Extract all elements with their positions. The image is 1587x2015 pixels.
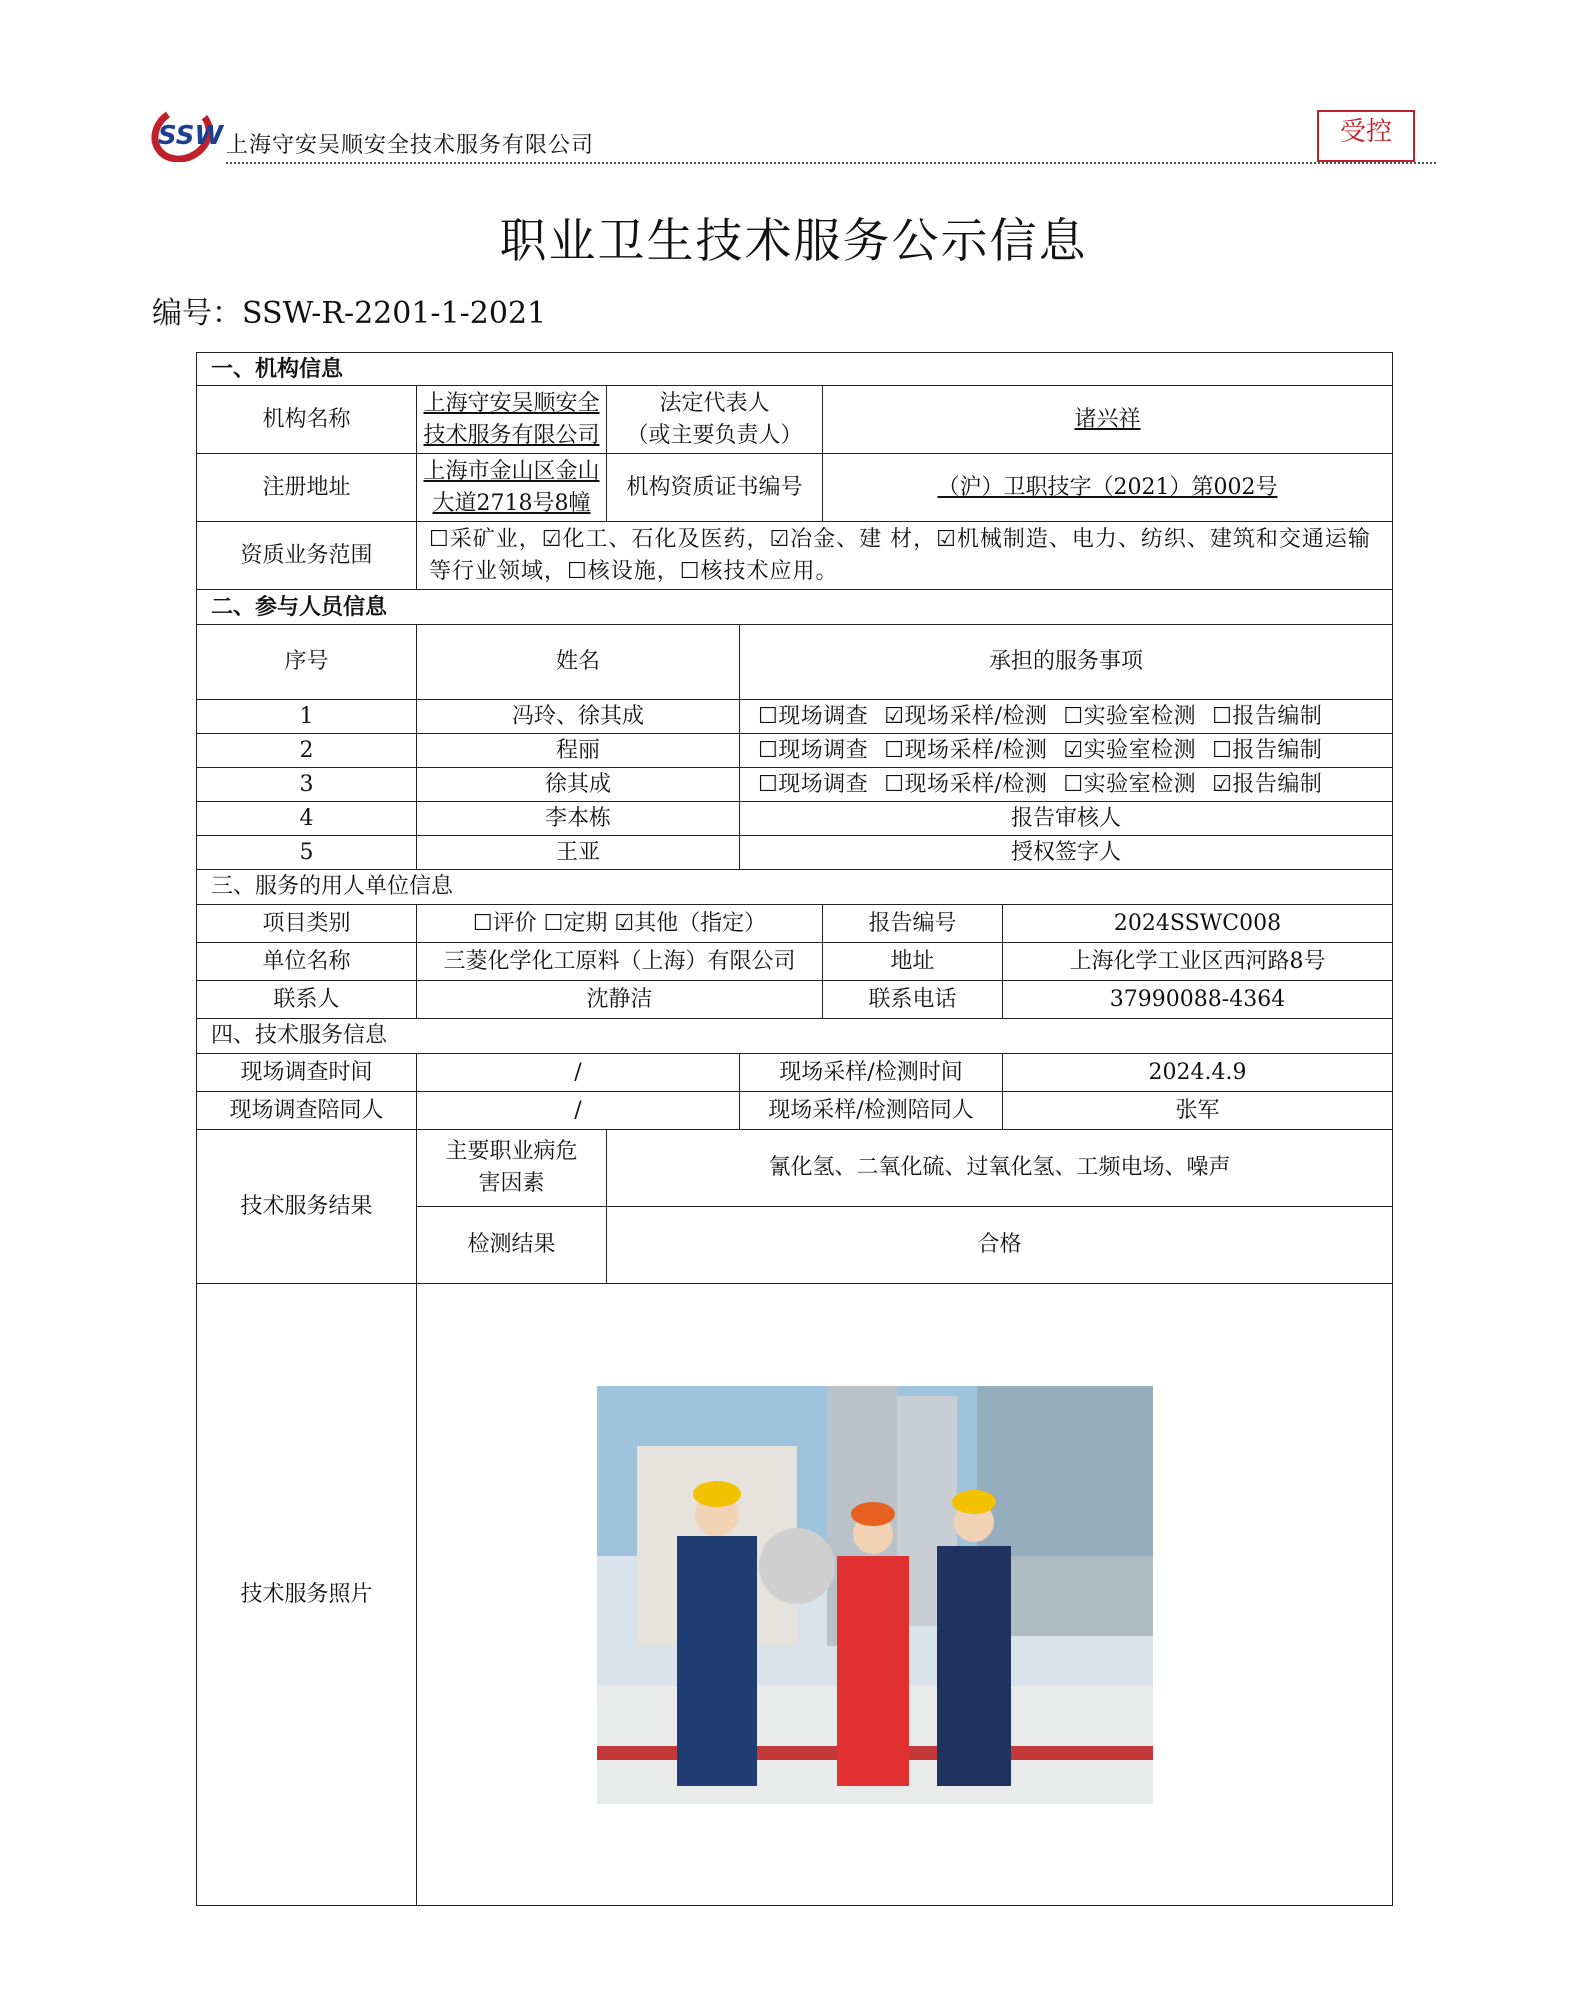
section2-heading: 二、参与人员信息 <box>197 590 1393 625</box>
hazard-label <box>417 1130 607 1207</box>
report-no-label: 报告编号 <box>823 905 1003 943</box>
report-no-value: 2024SSWC008 <box>1003 905 1393 943</box>
row-services <box>740 768 1393 802</box>
org-name-value: 上海守安吴顺安全技术服务有限公司 <box>417 386 607 454</box>
service-item: ☐实验室检测 <box>1063 703 1197 729</box>
service-item: ☐现场调查 <box>758 737 869 763</box>
service-item: ☑报告编制 <box>1212 771 1323 797</box>
photo-cell <box>417 1284 1393 1906</box>
logo-text: SSW <box>158 121 224 151</box>
row-role: 授权签字人 <box>740 836 1393 870</box>
hazards-value: 氰化氢、二氧化硫、过氧化氢、工频电场、噪声 <box>607 1130 1393 1207</box>
row-no: 3 <box>197 768 417 802</box>
legal-rep-label <box>607 386 823 454</box>
unit-addr-value: 上海化学工业区西河路8号 <box>1003 943 1393 981</box>
controlled-stamp: 受控 <box>1317 110 1415 162</box>
category-value: ☐评价 ☐定期 ☑其他（指定） <box>417 905 823 943</box>
page-title: 职业卫生技术服务公示信息 <box>499 214 1088 269</box>
address-label: 注册地址 <box>197 454 417 522</box>
service-item: ☐现场调查 <box>758 771 869 797</box>
company-logo-icon <box>150 100 226 162</box>
row-name: 李本栋 <box>417 802 740 836</box>
sampling-escort-label: 现场采样/检测陪同人 <box>740 1092 1003 1130</box>
legal-rep-label-line1: 法定代表人 <box>659 390 770 416</box>
row-services <box>740 734 1393 768</box>
row-name: 程丽 <box>417 734 740 768</box>
result-label: 技术服务结果 <box>197 1130 417 1284</box>
legal-rep-value: 诸兴祥 <box>823 386 1393 454</box>
survey-time-label: 现场调查时间 <box>197 1054 417 1092</box>
col-no-header: 序号 <box>197 625 417 700</box>
row-no: 4 <box>197 802 417 836</box>
row-no: 1 <box>197 700 417 734</box>
service-item: ☑实验室检测 <box>1063 737 1197 763</box>
row-name: 王亚 <box>417 836 740 870</box>
document-number: 编号：SSW-R-2201-1-2021 <box>152 296 547 331</box>
service-item: ☐现场采样/检测 <box>884 737 1048 763</box>
contact-label: 联系人 <box>197 981 417 1019</box>
scope-label: 资质业务范围 <box>197 522 417 590</box>
phone-value: 37990088-4364 <box>1003 981 1393 1019</box>
service-item: ☐报告编制 <box>1212 703 1323 729</box>
table-row <box>197 768 1393 802</box>
cert-value: （沪）卫职技字（2021）第002号 <box>823 454 1393 522</box>
row-name: 冯玲、徐其成 <box>417 700 740 734</box>
row-services <box>740 700 1393 734</box>
page-header <box>150 98 1440 164</box>
test-result-value: 合格 <box>607 1207 1393 1284</box>
contact-value: 沈静洁 <box>417 981 823 1019</box>
unit-value: 三菱化学化工原料（上海）有限公司 <box>417 943 823 981</box>
sampling-time-label: 现场采样/检测时间 <box>740 1054 1003 1092</box>
org-name-label: 机构名称 <box>197 386 417 454</box>
unit-addr-label: 地址 <box>823 943 1003 981</box>
category-label: 项目类别 <box>197 905 417 943</box>
row-no: 2 <box>197 734 417 768</box>
row-role: 报告审核人 <box>740 802 1393 836</box>
phone-label: 联系电话 <box>823 981 1003 1019</box>
test-result-label: 检测结果 <box>417 1207 607 1284</box>
address-value: 上海市金山区金山大道2718号8幢 <box>417 454 607 522</box>
sampling-escort-value: 张军 <box>1003 1092 1393 1130</box>
hazard-label-line2: 害因素 <box>478 1171 545 1196</box>
service-item: ☐现场采样/检测 <box>884 771 1048 797</box>
legal-rep-label-line2: （或主要负责人） <box>626 422 803 448</box>
table-row <box>197 802 1393 836</box>
section1-heading: 一、机构信息 <box>197 353 1393 386</box>
service-item: ☐实验室检测 <box>1063 771 1197 797</box>
section4-heading: 四、技术服务信息 <box>197 1019 1393 1054</box>
row-no: 5 <box>197 836 417 870</box>
unit-label: 单位名称 <box>197 943 417 981</box>
survey-escort-value: / <box>417 1092 740 1130</box>
service-item: ☐现场调查 <box>758 703 869 729</box>
sampling-time-value: 2024.4.9 <box>1003 1054 1393 1092</box>
info-form-table <box>196 352 1393 1906</box>
row-name: 徐其成 <box>417 768 740 802</box>
photo-label: 技术服务照片 <box>197 1284 417 1906</box>
header-divider <box>226 162 1436 164</box>
service-photo <box>597 1386 1153 1804</box>
section3-heading: 三、服务的用人单位信息 <box>197 870 1393 905</box>
hazard-label-line1: 主要职业病危 <box>445 1139 578 1164</box>
col-service-header: 承担的服务事项 <box>740 625 1393 700</box>
table-row <box>197 836 1393 870</box>
service-item: ☐报告编制 <box>1212 737 1323 763</box>
table-row <box>197 734 1393 768</box>
col-name-header: 姓名 <box>417 625 740 700</box>
survey-time-value: / <box>417 1054 740 1092</box>
scope-value: ☐采矿业，☑化工、石化及医药，☑冶金、建 材，☑机械制造、电力、纺织、建筑和交通运输等行业领域，☐核设施，☐核技术应用。 <box>417 522 1393 590</box>
survey-escort-label: 现场调查陪同人 <box>197 1092 417 1130</box>
service-item: ☑现场采样/检测 <box>884 703 1048 729</box>
cert-label: 机构资质证书编号 <box>607 454 823 522</box>
company-name: 上海守安吴顺安全技术服务有限公司 <box>226 133 595 158</box>
table-row <box>197 700 1393 734</box>
